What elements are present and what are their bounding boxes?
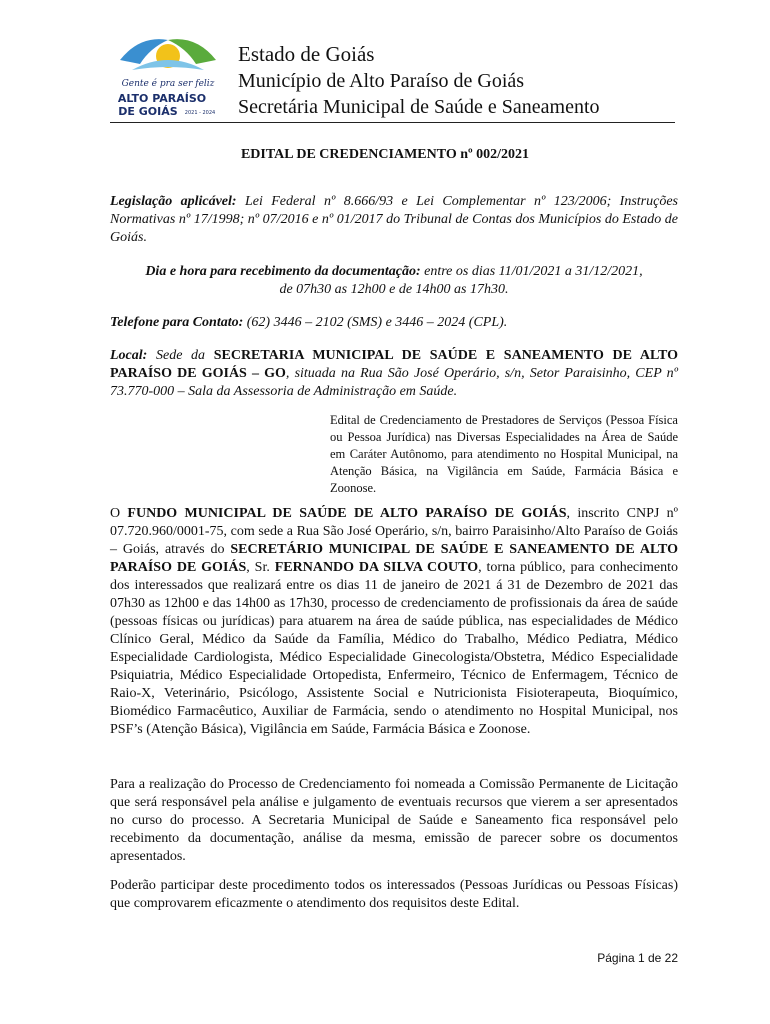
schedule-label: Dia e hora para recebimento da documentação: <box>145 264 421 279</box>
p1-text2: , inscrito CNPJ nº 07.720.960/0001-75, com sede a Rua São José Operário, s/n, bairro Paraisinho/Alto Paraíso de Goiás – Goiás, através do <box>110 506 678 557</box>
municipality-name: Município de Alto Paraíso de Goiás <box>238 70 525 92</box>
summary-box: Edital de Credenciamento de Prestadores de Serviços (Pessoa Física ou Pessoa Jurídica) nas Diversas Especialidades na Área de Saúde em Caráter Autônomo, para atendimento no Hospital Municipal, na Atenção Básica, na Vigilância em Saúde, Farmácia Básica e Zoonose. <box>330 413 678 495</box>
schedule-line2: de 07h30 as 12h00 e de 14h00 as 17h30. <box>279 282 509 297</box>
phone-label: Telefone para Contato: <box>110 315 244 330</box>
commission-paragraph: Para a realização do Processo de Credenciamento foi nomeada a Comissão Permanente de Licitação que será responsável pela análise e julgamento de eventuais recursos que vierem a ser apresentados no curso do processo. A Secretaria Municipal de Saúde e Saneamento fica responsável pelo recebimento da documentação, análise da mesma, emissão de parecer sobre os documentos apresentados. <box>110 777 678 864</box>
location-paragraph <box>110 347 678 401</box>
p1-text4: , torna público, para conhecimento dos interessados que realizará entre os dias 11 de janeiro de 2021 á 31 de Dezembro de 2021 das 07h30 as 12h00 e das 14h00 as 17h30, processo de credenciamento de profissionais da área de saúde (pessoas físicas ou jurídicas) para atuarem na área de saúde pública, nas especialidades de Médico Clínico Geral, Médico da Saúde da Família, Médico do Trabalho, Médico Pediatra, Médico Especialidade Cardiologista, Médico Especialidade Ginecologista/Obstetra, Médico Especialidade Psiquiatria, Médico Especialidade Ortopedista, Enfermeiro, Técnico de Enfermagem, Técnico de Raio-X, Veterinário, Psicólogo, Assistente Social e Nutricionista Fisioterapeuta, Bioquímico, Biomédico Farmacêutico, Auxiliar de Farmácia, sendo o atendimento no Hospital Municipal, nos PSF’s (Atenção Básica), Vigilância em Saúde, Farmácia Básica e Zoonose. <box>110 560 679 737</box>
p1-bold3: FERNANDO DA SILVA COUTO <box>274 560 479 575</box>
logo-slogan: Gente é pra ser feliz <box>121 79 215 89</box>
location-pre: Sede da <box>147 348 214 363</box>
secretariat-name: Secretária Municipal de Saúde e Saneamento <box>238 96 600 118</box>
letterhead <box>238 40 600 120</box>
logo-years: 2021 - 2024 <box>184 110 216 116</box>
phone-paragraph <box>110 314 678 332</box>
phone-text: (62) 3446 – 2102 (SMS) e 3446 – 2024 (CPL). <box>243 315 508 330</box>
p1-bold1: FUNDO MUNICIPAL DE SAÚDE DE ALTO PARAÍSO DE GOIÁS <box>127 506 567 521</box>
schedule-line1: entre os dias 11/01/2021 a 31/12/2021, <box>420 264 643 279</box>
header-divider <box>110 122 675 123</box>
state-name: Estado de Goiás <box>238 42 375 66</box>
schedule-paragraph <box>110 263 678 299</box>
legislation-text: Lei Federal nº 8.666/93 e Lei Complementar nº 123/2006; Instruções Normativas nº 17/1998; nº 07/2016 e nº 01/2017 do Tribunal de Contas dos Municípios do Estado de Goiás. <box>110 194 678 245</box>
location-bold: SECRETARIA MUNICIPAL DE SAÚDE E SANEAMENTO DE ALTO PARAÍSO DE GOIÁS – GO <box>110 348 678 381</box>
legislation-paragraph <box>110 193 678 247</box>
logo-name-line2: DE GOIÁS <box>118 105 178 118</box>
municipality-logo <box>110 30 225 122</box>
logo-name-line1: ALTO PARAÍSO <box>117 92 207 105</box>
p1-text1: O <box>110 506 128 521</box>
location-text: , situada na Rua São José Operário, s/n, Setor Paraisinho, CEP nº 73.770-000 – Sala da Assessoria de Administração em Saúde. <box>110 366 678 399</box>
p1-bold2: SECRETÁRIO MUNICIPAL DE SAÚDE E SANEAMENTO DE ALTO PARAÍSO DE GOIÁS <box>110 542 679 575</box>
location-label: Local: <box>110 348 148 363</box>
participation-paragraph: Poderão participar deste procedimento todos os interessados (Pessoas Jurídicas ou Pessoas Físicas) que comprovarem eficazmente o atendimento dos requisitos deste Edital. <box>110 878 678 911</box>
p1-text3: , Sr. <box>246 560 275 575</box>
document-title: EDITAL DE CREDENCIAMENTO nº 002/2021 <box>240 147 530 162</box>
main-paragraph <box>110 505 678 739</box>
legislation-label: Legislação aplicável: <box>110 194 237 209</box>
page-number: Página 1 de 22 <box>597 951 678 965</box>
